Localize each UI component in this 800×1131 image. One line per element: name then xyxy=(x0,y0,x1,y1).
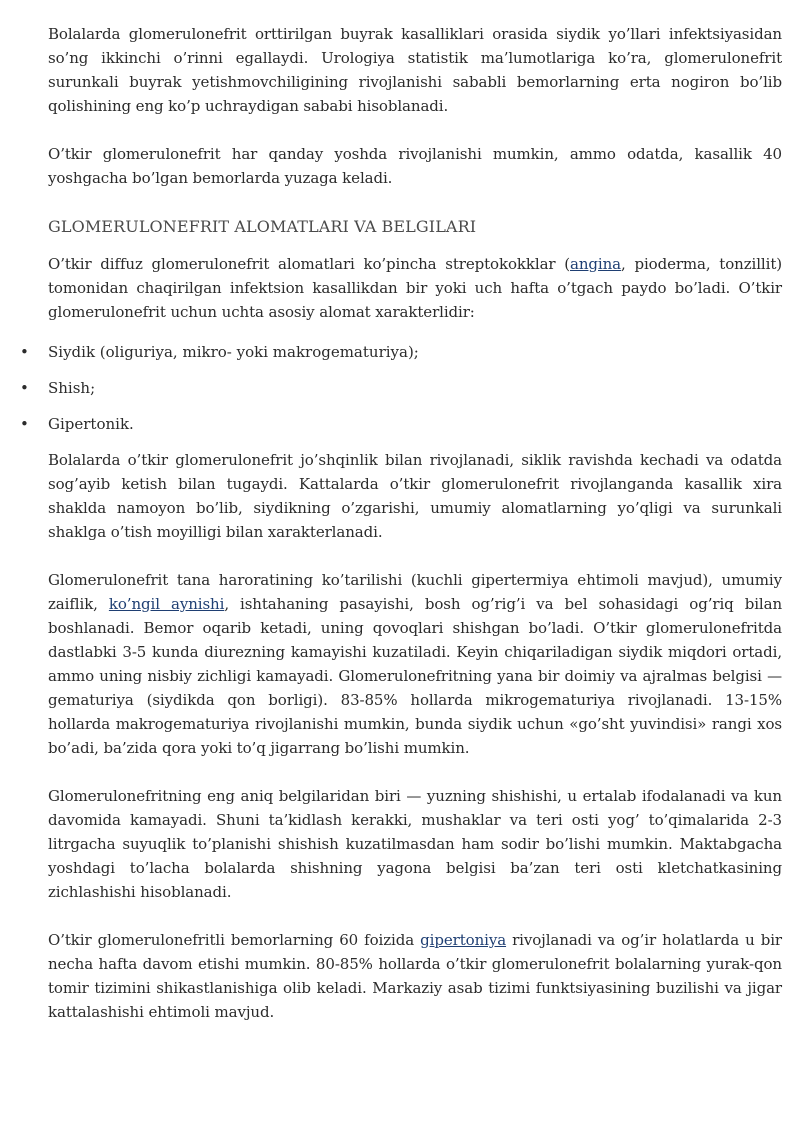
paragraph-text: O’tkir diffuz glomerulonefrit alomatlari ko’pincha streptokokklar ( xyxy=(48,255,571,273)
paragraph-intro: Bolalarda glomerulonefrit orttirilgan buyrak kasalliklari orasida siydik yo’llari infektsiyasidan so’ng ikkinchi o’rinni egallaydi. Urologiya statistik ma’lumotlariga ko’ra, glomerulonefrit surunkali buyrak yetishmovchiligining rivojlanishi sababli bemorlarning erta nogiron bo’lib qolishining eng ko’p uchraydigan sababi hisoblanadi. xyxy=(48,25,782,115)
paragraph-children-adults: Bolalarda o’tkir glomerulonefrit jo’shqinlik bilan rivojlanadi, siklik ravishda kechadi va odatda sog’ayib ketish bilan tugaydi. Kattalarda o’tkir glomerulonefrit rivojlanganda kasallik xira shaklda namoyon bo’lib, siydikning o’zgarishi, umumiy alomatlarning yo’qligi va surunkali shaklga o’tish moyilligi bilan xarakterlanadi. xyxy=(48,451,782,541)
bullet-icon: • xyxy=(20,379,29,397)
paragraph-edema: Glomerulonefritning eng aniq belgilaridan biri — yuzning shishishi, u ertalab ifodalanadi va kun davomida kamayadi. Shuni ta’kidlash kerakki, mushaklar va teri osti yog’ to’qimalarida 2-3 litrgacha suyuqlik to’planishi shishish kuzatilmasdan ham sodir bo’lishi mumkin. Maktabgacha yoshdagi to’lacha bolalarda shishning yagona belgisi ba’zan teri osti kletchatkasining zichlashishi hisoblanadi. xyxy=(48,787,782,901)
paragraph-symptoms xyxy=(48,252,782,324)
paragraph-text: Glomerulonefrit tana haroratining ko’tarilishi (kuchli gipertermiya ehtimoli mavjud), umumiy zaiflik, xyxy=(48,571,782,613)
link-angina[interactable]: angina xyxy=(570,255,622,273)
bullet-icon: • xyxy=(20,343,29,361)
paragraph-age: O’tkir glomerulonefrit har qanday yoshda rivojlanishi mumkin, ammo odatda, kasallik 40 yoshgacha bo’lgan bemorlarda yuzaga keladi. xyxy=(48,145,782,187)
paragraph-text: rivojlanadi va og’ir holatlarda u bir necha hafta davom etishi mumkin. 80-85% hollarda o’tkir glomerulonefrit bolalarning yurak-qon tomir tizimini shikastlanishiga olib keladi. Markaziy asab tizimi funktsiyasining buzilishi va jigar kattalashishi ehtimoli mavjud. xyxy=(48,931,782,1021)
symptom-list xyxy=(0,340,782,436)
paragraph-hypertension xyxy=(48,928,782,1024)
paragraph-onset xyxy=(48,568,782,760)
list-item xyxy=(0,376,782,400)
list-item xyxy=(0,340,782,364)
paragraph-text: , piodermа, tonzillit) tomonidan chaqirilgan infektsion kasallikdan bir yoki uch hafta o’tgach paydo bo’ladi. O’tkir glomerulonefrit uchun uchta asosiy alomat xarakterlidir: xyxy=(48,255,783,321)
list-item-text: Gipertonik. xyxy=(48,415,134,433)
list-item-text: Siydik (oliguriya, mikro- yoki makrogematuriya); xyxy=(48,343,419,361)
list-item-text: Shish; xyxy=(48,379,96,397)
link-hypertension[interactable]: gipertoniya xyxy=(420,931,507,949)
article-body xyxy=(20,22,783,1048)
list-item xyxy=(0,412,782,436)
paragraph-text: O’tkir glomerulonefritli bemorlarning 60 foizida xyxy=(48,931,421,949)
bullet-icon: • xyxy=(20,415,29,433)
paragraph-text: , ishtahaning pasayishi, bosh og’rig’i va bel sohasidagi og’riq bilan boshlanadi. Bemor oqarib ketadi, uning qovoqlari shishgan bo’ladi. O’tkir glomerulonefritda dastlabki 3-5 kunda diurezning kamayishi kuzatiladi. Keyin chiqariladigan siydik miqdori ortadi, ammo uning nisbiy zichligi kamayadi. Glomerulonefritning yana bir doimiy va ajralmas belgisi — gematuriya (siydikda qon borligi). 83-85% hollarda mikrogematuriya rivojlanadi. 13-15% hollarda makrogematuriya rivojlanishi mumkin, bunda siydik uchun «go’sht yuvindisi» rangi xos bo’adi, ba’zida qora yoki to’q jigarrang bo’lishi mumkin. xyxy=(48,595,782,757)
link-nausea[interactable]: ko’ngil aynishi xyxy=(108,595,225,613)
section-heading: GLOMERULONEFRIT ALOMATLARI VA BELGILARI xyxy=(48,217,477,236)
